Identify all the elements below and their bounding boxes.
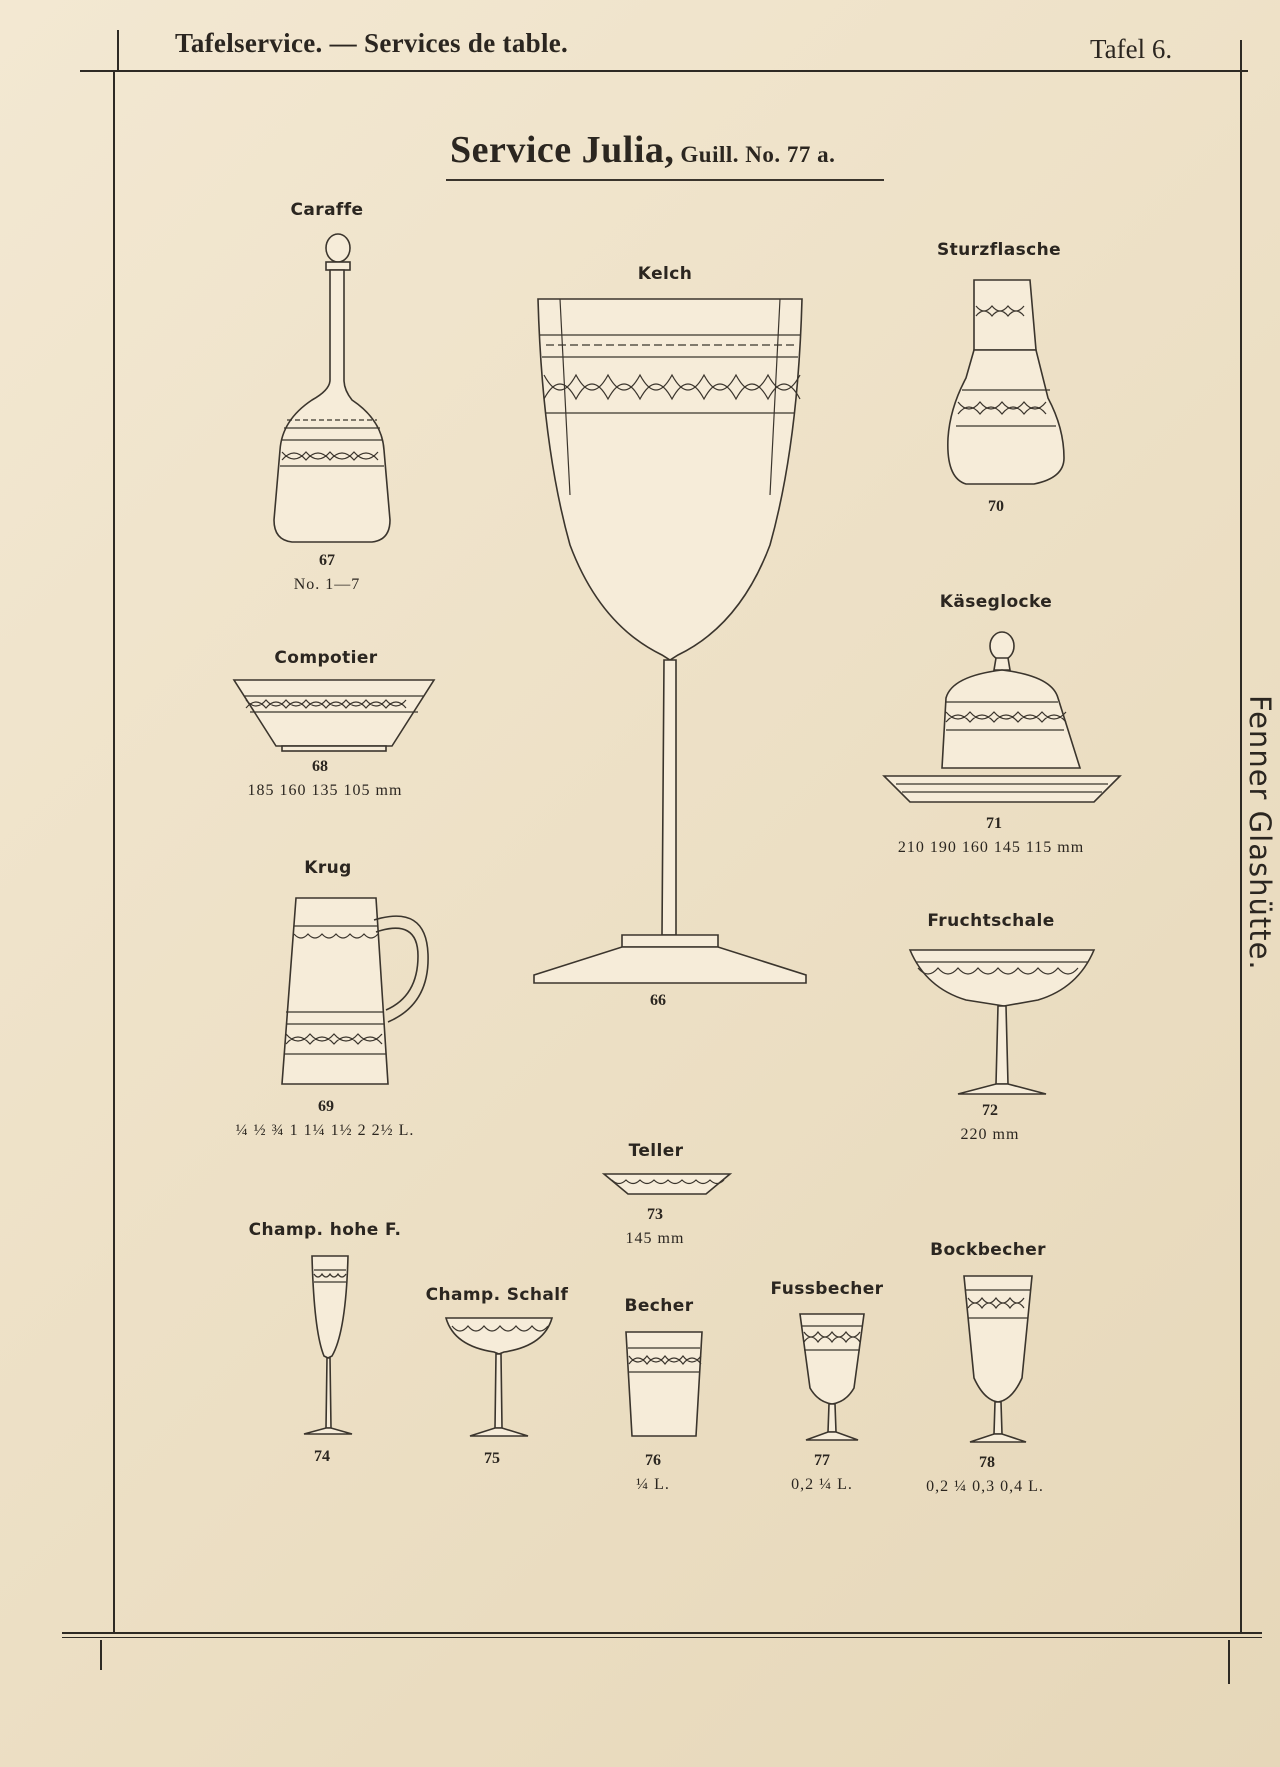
krug-sizes: ¼ ½ ¾ 1 1¼ 1½ 2 2½ L. xyxy=(235,1122,415,1139)
title-underline xyxy=(446,179,884,181)
becher-label: Becher xyxy=(624,1296,694,1316)
becher-number: 76 xyxy=(645,1452,661,1469)
plate-number: Tafel 6. xyxy=(1090,34,1173,64)
sturzflasche-label: Sturzflasche xyxy=(936,240,1062,260)
kelch-label: Kelch xyxy=(637,264,693,284)
champ-schalf-label: Champ. Schalf xyxy=(425,1285,569,1305)
header-tick-right xyxy=(1240,40,1242,72)
krug-number: 69 xyxy=(318,1098,334,1115)
kelch-number: 66 xyxy=(650,992,666,1009)
fussbecher-number: 77 xyxy=(814,1452,830,1469)
bockbecher-illustration xyxy=(960,1274,1036,1444)
fussbecher-label: Fussbecher xyxy=(770,1279,884,1299)
service-pattern-number: Guill. No. 77 a. xyxy=(680,142,836,167)
fruchtschale-illustration xyxy=(908,948,1096,1098)
krug-illustration xyxy=(276,894,436,1092)
kaeseglocke-sizes: 210 190 160 145 115 mm xyxy=(897,839,1085,856)
champ-hohe-label: Champ. hohe F. xyxy=(248,1220,402,1240)
fruchtschale-number: 72 xyxy=(982,1102,998,1119)
service-name: Service Julia, xyxy=(450,129,675,171)
caraffe-illustration xyxy=(262,230,402,550)
teller-sizes: 145 mm xyxy=(625,1230,685,1247)
teller-illustration xyxy=(602,1172,732,1198)
compotier-number: 68 xyxy=(312,758,328,775)
footer-rule xyxy=(62,1632,1262,1634)
right-frame-rule xyxy=(1240,72,1242,1632)
caraffe-number: 67 xyxy=(319,552,335,569)
kaeseglocke-illustration xyxy=(882,628,1122,806)
champ-schalf-illustration xyxy=(444,1314,554,1438)
champ-hohe-number: 74 xyxy=(314,1448,330,1465)
caraffe-label: Caraffe xyxy=(290,200,364,220)
caraffe-sizes: No. 1—7 xyxy=(293,576,361,593)
teller-number: 73 xyxy=(647,1206,663,1223)
bockbecher-label: Bockbecher xyxy=(930,1240,1046,1260)
fruchtschale-label: Fruchtschale xyxy=(927,911,1055,931)
header-rule xyxy=(80,70,1248,72)
fussbecher-illustration xyxy=(796,1312,868,1442)
fussbecher-sizes: 0,2 ¼ L. xyxy=(791,1476,853,1493)
kaeseglocke-number: 71 xyxy=(986,815,1002,832)
header-title: Tafelservice. — Services de table. xyxy=(175,28,569,58)
fruchtschale-sizes: 220 mm xyxy=(960,1126,1020,1143)
footer-tick-left xyxy=(100,1640,102,1670)
left-frame-rule xyxy=(113,72,115,1632)
becher-sizes: ¼ L. xyxy=(636,1476,670,1493)
krug-label: Krug xyxy=(304,858,352,878)
service-title xyxy=(450,128,835,172)
footer-tick-right xyxy=(1228,1640,1230,1684)
champ-hohe-illustration xyxy=(300,1252,356,1438)
bockbecher-sizes: 0,2 ¼ 0,3 0,4 L. xyxy=(926,1478,1044,1495)
sturzflasche-number: 70 xyxy=(988,498,1004,515)
kelch-illustration xyxy=(530,295,810,985)
header-tick-left xyxy=(117,30,119,70)
kaeseglocke-label: Käseglocke xyxy=(939,592,1053,612)
bockbecher-number: 78 xyxy=(979,1454,995,1471)
compotier-label: Compotier xyxy=(274,648,378,668)
teller-label: Teller xyxy=(628,1141,684,1161)
becher-illustration xyxy=(624,1330,704,1440)
sturzflasche-illustration xyxy=(944,278,1068,488)
manufacturer-name: Fenner Glashütte. xyxy=(1243,695,1277,971)
footer-rule-2 xyxy=(62,1637,1262,1638)
compotier-illustration xyxy=(232,678,436,752)
compotier-sizes: 185 160 135 105 mm xyxy=(247,782,403,799)
champ-schalf-number: 75 xyxy=(484,1450,500,1467)
